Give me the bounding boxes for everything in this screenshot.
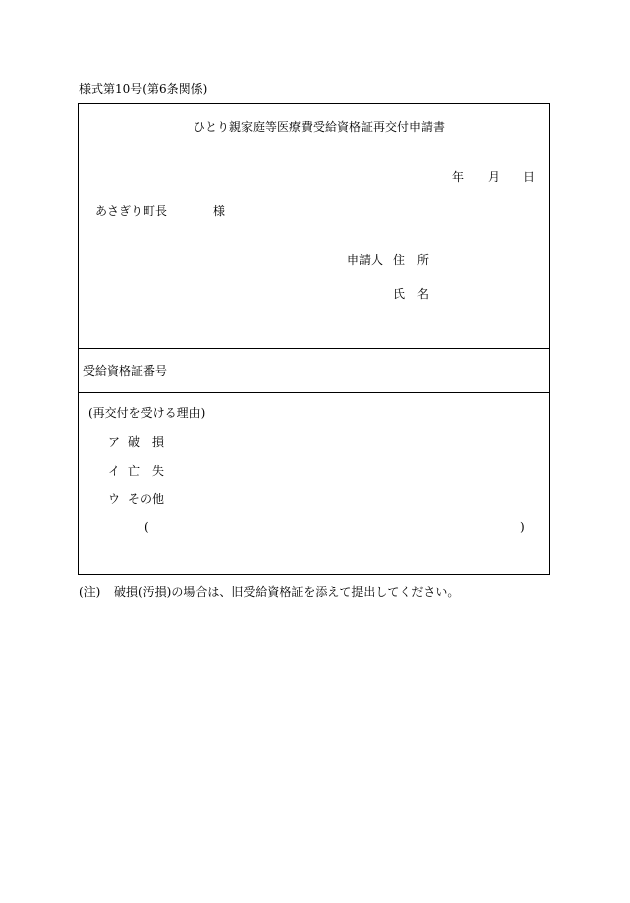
reason-option-other: その他 [128, 492, 165, 506]
addressee-name: あさぎり町長 [95, 204, 168, 218]
form-number: 様式第10号(第6条関係) [79, 82, 208, 96]
date-day-label: 日 [523, 170, 536, 184]
reason-option-damaged: 破 損 [128, 435, 165, 449]
reason-option-letter: ウ [108, 492, 121, 506]
other-reason-open-paren: ( [144, 520, 149, 534]
reason-option-lost: 亡 失 [128, 464, 165, 478]
reason-heading: (再交付を受ける理由) [88, 406, 206, 420]
divider-line [79, 392, 549, 393]
reason-option-letter: ア [108, 435, 121, 449]
note-marker: (注) [79, 585, 101, 599]
applicant-name-label: 氏 名 [393, 287, 430, 301]
certificate-number-label: 受給資格証番号 [83, 364, 168, 378]
note-text: 破損(汚損)の場合は、旧受給資格証を添えて提出してください。 [114, 585, 460, 599]
divider-line [79, 348, 549, 349]
date-month-label: 月 [488, 170, 501, 184]
form-title: ひとり親家庭等医療費受給資格証再交付申請書 [193, 120, 446, 134]
reason-option-letter: イ [108, 464, 121, 478]
applicant-label: 申請人 [347, 253, 384, 267]
date-year-label: 年 [452, 170, 465, 184]
other-reason-close-paren: ) [520, 520, 525, 534]
applicant-address-label: 住 所 [393, 253, 430, 267]
addressee-honorific: 様 [213, 204, 226, 218]
